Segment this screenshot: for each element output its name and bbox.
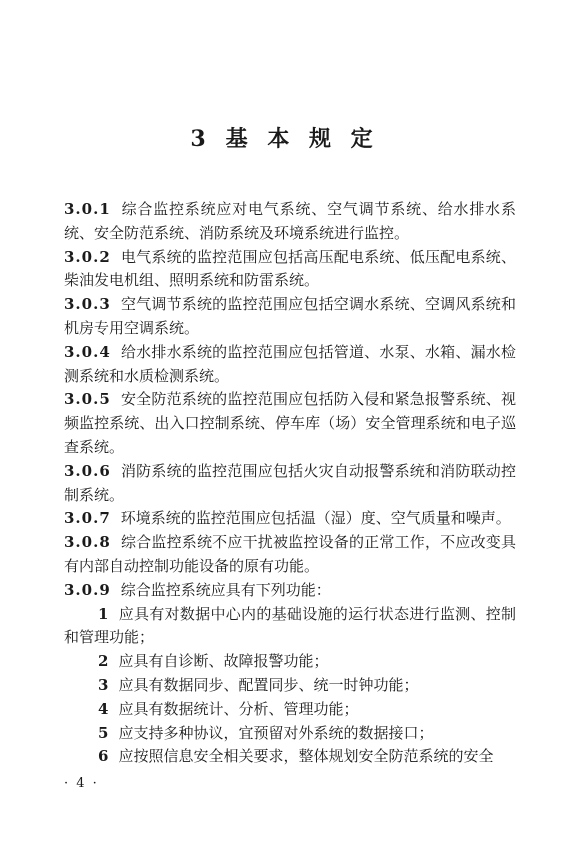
list-item-5 — [64, 722, 516, 746]
clause-text: 综合监控系统不应干扰被监控设备的正常工作，不应改变具有内部自动控制功能设备的原有功能。 — [64, 533, 516, 575]
clause-3-0-1 — [64, 198, 516, 246]
clause-3-0-6 — [64, 460, 516, 508]
clause-text: 空气调节系统的监控范围应包括空调水系统、空调风系统和机房专用空调系统。 — [64, 295, 516, 337]
clause-number: 3.0.9 — [64, 580, 111, 599]
item-number: 6 — [98, 747, 109, 766]
list-item-1 — [64, 603, 516, 651]
clause-3-0-5 — [64, 388, 516, 459]
clause-number: 3.0.2 — [64, 247, 111, 266]
item-number: 5 — [98, 723, 109, 742]
item-text: 应具有对数据中心内的基础设施的运行状态进行监测、控制和管理功能； — [64, 604, 516, 647]
list-item-2 — [64, 650, 516, 674]
page-number: · 4 · — [64, 776, 99, 791]
clause-3-0-3 — [64, 293, 516, 341]
clause-number: 3.0.3 — [64, 295, 111, 314]
list-item-3 — [64, 674, 516, 698]
list-item-4 — [64, 698, 516, 722]
item-text: 应具有数据统计、分析、管理功能； — [118, 699, 359, 718]
item-number: 2 — [98, 652, 109, 671]
chapter-heading: 基 本 规 定 — [225, 126, 379, 152]
clause-number: 3.0.6 — [64, 461, 111, 480]
item-text: 应按照信息安全相关要求，整体规划安全防范系统的安全 — [118, 747, 494, 766]
clause-text: 综合监控系统应具有下列功能： — [120, 580, 331, 599]
clause-3-0-8 — [64, 531, 516, 579]
clause-3-0-4 — [64, 341, 516, 389]
clause-text: 综合监控系统应对电气系统、空气调节系统、给水排水系统、安全防范系统、消防系统及环境系统进行监控。 — [64, 200, 516, 242]
clause-text: 环境系统的监控范围应包括温（湿）度、空气质量和噪声。 — [120, 509, 511, 528]
clause-text: 电气系统的监控范围应包括高压配电系统、低压配电系统、柴油发电机组、照明系统和防雷系统。 — [64, 247, 516, 290]
clause-number: 3.0.8 — [64, 533, 111, 552]
item-number: 4 — [98, 699, 109, 718]
clause-3-0-2 — [64, 246, 516, 294]
clause-text: 消防系统的监控范围应包括火灾自动报警系统和消防联动控制系统。 — [64, 461, 516, 504]
item-text: 应支持多种协议，宜预留对外系统的数据接口； — [118, 723, 434, 742]
clause-3-0-7 — [64, 507, 516, 531]
clause-number: 3.0.4 — [64, 342, 111, 361]
chapter-title — [0, 122, 569, 153]
clause-number: 3.0.7 — [64, 509, 111, 528]
clause-text: 给水排水系统的监控范围应包括管道、水泵、水箱、漏水检测系统和水质检测系统。 — [64, 342, 516, 385]
item-text: 应具有自诊断、故障报警功能； — [118, 652, 329, 671]
list-item-6 — [64, 745, 516, 769]
clause-text: 安全防范系统的监控范围应包括防入侵和紧急报警系统、视频监控系统、出入口控制系统、停车库（场）安全管理系统和电子巡查系统。 — [64, 390, 516, 456]
clause-number: 3.0.1 — [64, 200, 111, 218]
clause-number: 3.0.5 — [64, 390, 111, 409]
chapter-number: 3 — [190, 126, 212, 152]
item-text: 应具有数据同步、配置同步、统一时钟功能； — [118, 675, 419, 694]
clause-list — [64, 198, 516, 769]
item-number: 3 — [98, 675, 109, 694]
item-number: 1 — [98, 604, 109, 623]
clause-3-0-9 — [64, 579, 516, 603]
